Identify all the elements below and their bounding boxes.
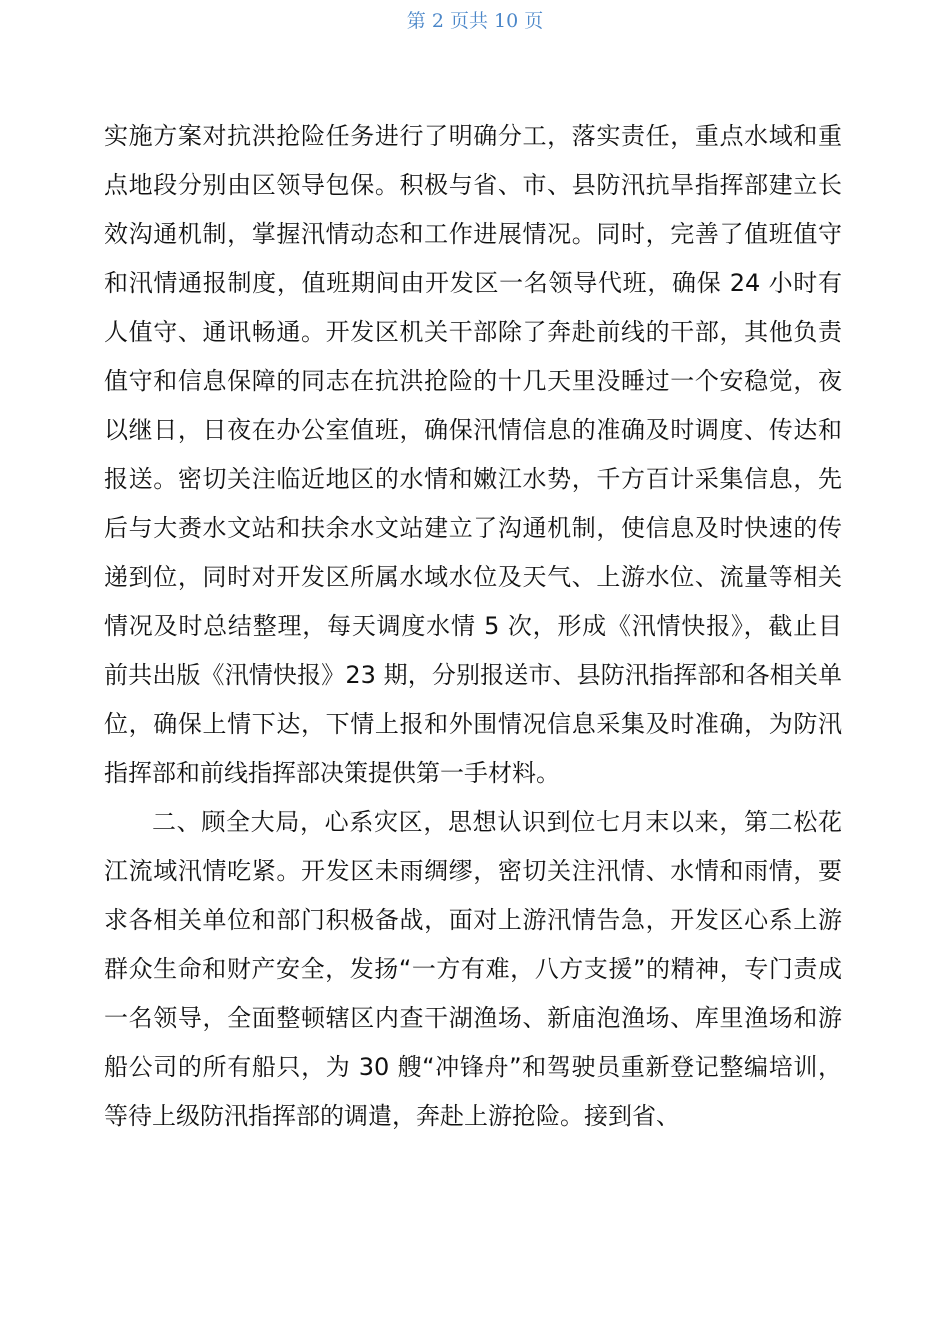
page-indicator: 第 2 页共 10 页 [406, 10, 544, 32]
document-body [104, 112, 842, 1141]
paragraph-section-two: 二、顾全大局，心系灾区，思想认识到位七月末以来，第二松花江流域汛情吃紧。开发区未雨绸缪，密切关注汛情、水情和雨情，要求各相关单位和部门积极备战，面对上游汛情告急，开发区心系上游群众生命和财产安全，发扬“一方有难，八方支援”的精神，专门责成一名领导，全面整顿辖区内查干湖渔场、新庙泡渔场、库里渔场和游船公司的所有船只，为 30 艘“冲锋舟”和驾驶员重新登记整编培训，等待上级防汛指挥部的调遣，奔赴上游抢险。接到省、 [104, 808, 842, 1130]
paragraph-continued: 实施方案对抗洪抢险任务进行了明确分工，落实责任，重点水域和重点地段分别由区领导包保。积极与省、市、县防汛抗旱指挥部建立长效沟通机制，掌握汛情动态和工作进展情况。同时，完善了值班值守和汛情通报制度，值班期间由开发区一名领导代班，确保 24 小时有人值守、通讯畅通。开发区机关干部除了奔赴前线的干部，其他负责值守和信息保障的同志在抗洪抢险的十几天里没睡过一个安稳觉，夜以继日，日夜在办公室值班，确保汛情信息的准确及时调度、传达和报送。密切关注临近地区的水情和嫩江水势，千方百计采集信息，先后与大赉水文站和扶余水文站建立了沟通机制，使信息及时快速的传递到位，同时对开发区所属水域水位及天气、上游水位、流量等相关情况及时总结整理，每天调度水情 5 次，形成《汛情快报》，截止目前共出版《汛情快报》23 期，分别报送市、县防汛指挥部和各相关单位，确保上情下达，下情上报和外围情况信息采集及时准确，为防汛指挥部和前线指挥部决策提供第一手材料。 [104, 122, 842, 787]
